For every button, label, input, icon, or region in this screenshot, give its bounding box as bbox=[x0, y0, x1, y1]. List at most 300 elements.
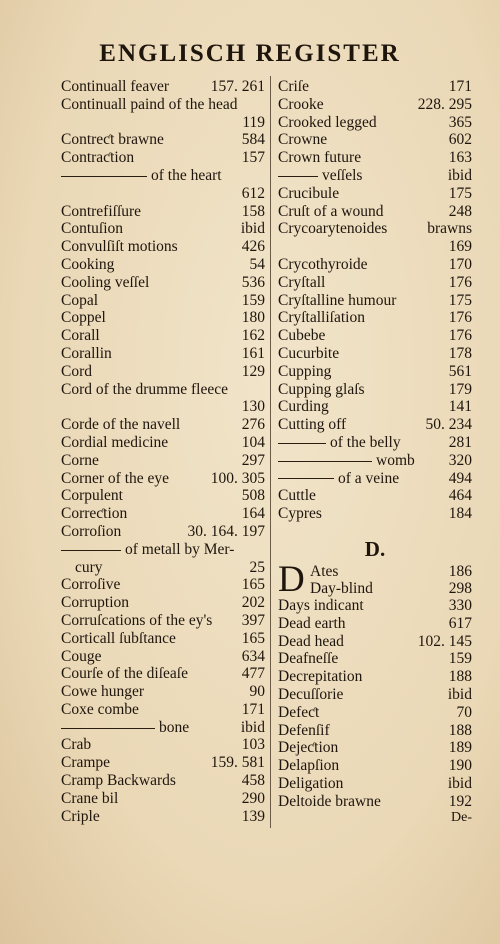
entry-page: 202 bbox=[241, 594, 265, 612]
entry-page: 561 bbox=[448, 362, 472, 380]
entry-text: Correƈtion bbox=[61, 505, 128, 523]
entry-page: 170 bbox=[448, 255, 472, 273]
entry-page: 70 bbox=[456, 703, 472, 721]
entry-term bbox=[61, 523, 121, 541]
entry-page: 129 bbox=[241, 362, 265, 380]
entry-page: 184 bbox=[448, 505, 472, 523]
entry-page: 176 bbox=[448, 309, 472, 327]
entry-term bbox=[278, 686, 343, 704]
entry-text: Crampe bbox=[61, 754, 111, 772]
entry-term bbox=[278, 149, 361, 167]
index-entry bbox=[61, 274, 265, 292]
entry-text: Cord bbox=[61, 362, 92, 380]
entry-term bbox=[278, 309, 365, 327]
entry-term bbox=[61, 203, 141, 221]
index-entry bbox=[278, 470, 472, 488]
entry-page: 104 bbox=[241, 433, 265, 451]
index-entry bbox=[61, 505, 265, 523]
entry-text: Crane bil bbox=[61, 789, 119, 807]
entry-term bbox=[61, 612, 212, 630]
entry-text: Decrepitation bbox=[278, 668, 363, 686]
entry-term bbox=[61, 78, 169, 96]
entry-page: 186 bbox=[448, 562, 472, 580]
entry-text: Corruſcations of the ey's bbox=[61, 611, 213, 629]
entry-page: ibid bbox=[240, 718, 265, 736]
entry-text: Cryſtalline humour bbox=[278, 291, 397, 309]
entry-page: 175 bbox=[448, 291, 472, 309]
entry-text: Defenſif bbox=[278, 721, 330, 739]
entry-term bbox=[75, 559, 103, 577]
entry-page: 477 bbox=[241, 665, 265, 683]
entry-term bbox=[278, 597, 364, 615]
entry-page: 634 bbox=[241, 647, 265, 665]
entry-term bbox=[278, 131, 327, 149]
index-entry bbox=[61, 309, 265, 327]
entry-text: Couge bbox=[61, 647, 102, 665]
index-entry bbox=[278, 739, 472, 757]
index-entry bbox=[278, 78, 472, 96]
entry-text: Convulſiſt motions bbox=[61, 238, 178, 256]
entry-term bbox=[61, 648, 101, 666]
entry-page: ibid bbox=[447, 774, 472, 792]
index-entry bbox=[278, 398, 472, 416]
entry-text: Corne bbox=[61, 451, 99, 469]
entry-text: Corroſion bbox=[61, 522, 122, 540]
entry-text: Corruption bbox=[61, 594, 130, 612]
left-column bbox=[61, 78, 265, 825]
entry-text: Cucurbite bbox=[278, 344, 340, 362]
entry-term bbox=[61, 701, 139, 719]
entry-term bbox=[278, 487, 316, 505]
index-entry bbox=[278, 131, 472, 149]
index-entry bbox=[61, 78, 265, 96]
entry-text: Cord of the drumme fleece bbox=[61, 380, 228, 398]
entry-page: 281 bbox=[448, 433, 472, 451]
ditto-dash bbox=[278, 176, 318, 177]
index-entry bbox=[61, 648, 265, 666]
entry-text: Cubebe bbox=[278, 327, 326, 345]
entry-term bbox=[61, 149, 134, 167]
entry-text: Coxe combe bbox=[61, 700, 139, 718]
entry-term bbox=[278, 96, 324, 114]
entry-term bbox=[61, 256, 114, 274]
entry-term bbox=[278, 274, 325, 292]
index-entry bbox=[278, 220, 472, 238]
index-entry bbox=[278, 203, 472, 221]
index-entry bbox=[278, 597, 472, 615]
entry-term bbox=[278, 327, 325, 345]
entry-page: 157 bbox=[241, 149, 265, 167]
entry-text: Deltoide brawne bbox=[278, 792, 381, 810]
entry-page: 617 bbox=[448, 614, 472, 632]
entry-text: Cupping glaſs bbox=[278, 380, 365, 398]
entry-page: 248 bbox=[448, 202, 472, 220]
column-divider bbox=[270, 76, 271, 828]
entry-text: of the heart bbox=[151, 166, 222, 184]
index-entry bbox=[61, 701, 265, 719]
entry-page: ibid bbox=[447, 685, 472, 703]
entry-text: Crooked legged bbox=[278, 113, 377, 131]
ditto-dash bbox=[278, 461, 372, 462]
index-entry bbox=[278, 381, 472, 399]
entry-text: bone bbox=[159, 718, 190, 736]
entry-term bbox=[278, 416, 346, 434]
entry-text: Corallin bbox=[61, 344, 112, 362]
entry-page: 297 bbox=[241, 451, 265, 469]
index-entry bbox=[61, 114, 265, 132]
index-entry bbox=[278, 416, 472, 434]
index-entry bbox=[61, 665, 265, 683]
right-c-entries bbox=[278, 78, 472, 523]
entry-text: Cowe hunger bbox=[61, 683, 145, 701]
entry-term: Ates bbox=[310, 562, 339, 580]
entry-text: womb bbox=[376, 451, 415, 469]
index-entry bbox=[61, 612, 265, 630]
entry-text: of metall by Mer- bbox=[125, 540, 235, 558]
entry-page: 298 bbox=[448, 579, 472, 597]
entry-term bbox=[61, 381, 228, 399]
entry-term bbox=[61, 683, 144, 701]
entry-text: Crooke bbox=[278, 95, 324, 113]
index-entry bbox=[61, 398, 265, 416]
index-entry bbox=[61, 719, 265, 737]
entry-text: Cuttle bbox=[278, 487, 316, 505]
entry-text: Defeƈt bbox=[278, 703, 320, 721]
entry-term bbox=[61, 772, 176, 790]
index-entry bbox=[278, 686, 472, 704]
entry-page: 162 bbox=[241, 327, 265, 345]
entry-text: Contuſion bbox=[61, 220, 124, 238]
entry-page: 180 bbox=[241, 309, 265, 327]
entry-text: Copal bbox=[61, 291, 99, 309]
entry-term bbox=[278, 434, 401, 452]
entry-page: 536 bbox=[241, 273, 265, 291]
entry-page: 494 bbox=[448, 469, 472, 487]
entry-page: ibid bbox=[447, 166, 472, 184]
entry-text: Continuall feaver bbox=[61, 78, 170, 95]
index-entry bbox=[61, 256, 265, 274]
entry-text: Continuall paind of the head bbox=[61, 95, 238, 113]
index-entry bbox=[278, 793, 472, 811]
entry-term bbox=[61, 327, 100, 345]
entry-page: 179 bbox=[448, 380, 472, 398]
index-entry bbox=[278, 345, 472, 363]
entry-page: 330 bbox=[448, 596, 472, 614]
index-entry bbox=[278, 256, 472, 274]
index-entry bbox=[61, 238, 265, 256]
entry-term bbox=[278, 704, 319, 722]
index-entry bbox=[61, 630, 265, 648]
entry-term bbox=[61, 131, 164, 149]
index-entry bbox=[61, 96, 265, 114]
entry-text: Criſe bbox=[278, 78, 309, 95]
entry-term: Day-blind bbox=[310, 579, 373, 597]
entry-text: Crycoarytenoides bbox=[278, 220, 388, 238]
entry-term bbox=[61, 630, 176, 648]
index-entry bbox=[278, 668, 472, 686]
entry-term bbox=[61, 736, 91, 754]
entry-term bbox=[278, 167, 362, 185]
entry-term bbox=[278, 650, 338, 668]
index-entry bbox=[61, 523, 265, 541]
entry-text: Corall bbox=[61, 327, 100, 345]
index-entry bbox=[278, 434, 472, 452]
entry-text: Dejeƈtion bbox=[278, 739, 339, 757]
index-entry bbox=[278, 650, 472, 668]
entry-text: Cordial medicine bbox=[61, 433, 169, 451]
entry-text: Crowne bbox=[278, 131, 328, 149]
entry-page: 165 bbox=[241, 576, 265, 594]
entry-text: Crab bbox=[61, 736, 92, 754]
index-entry bbox=[278, 309, 472, 327]
entry-term bbox=[278, 220, 387, 238]
entry-term bbox=[61, 452, 99, 470]
index-entry bbox=[61, 292, 265, 310]
entry-page: 175 bbox=[448, 184, 472, 202]
index-entry bbox=[61, 470, 265, 488]
entry-term bbox=[61, 470, 169, 488]
entry-term bbox=[61, 309, 106, 327]
entry-text: Contreƈt brawne bbox=[61, 131, 164, 149]
entry-text: Deafneſſe bbox=[278, 650, 339, 668]
index-entry bbox=[61, 381, 265, 399]
index-entry bbox=[61, 203, 265, 221]
index-entry bbox=[61, 790, 265, 808]
entry-text: Contraƈtion bbox=[61, 149, 135, 167]
entry-term bbox=[61, 541, 234, 559]
entry-page: 464 bbox=[448, 487, 472, 505]
index-entry bbox=[61, 452, 265, 470]
entry-text: Deligation bbox=[278, 774, 344, 792]
entry-page: 426 bbox=[241, 238, 265, 256]
entry-text: Crucibule bbox=[278, 184, 340, 202]
entry-text: Corde of the navell bbox=[61, 416, 181, 434]
index-entry bbox=[278, 505, 472, 523]
entry-text: Cooking bbox=[61, 255, 115, 273]
index-entry bbox=[278, 487, 472, 505]
catchword: De- bbox=[451, 810, 472, 826]
right-column bbox=[278, 78, 472, 830]
entry-text: Days indicant bbox=[278, 596, 364, 614]
index-entry bbox=[278, 292, 472, 310]
index-entry bbox=[278, 327, 472, 345]
ditto-dash bbox=[61, 728, 155, 729]
index-entry bbox=[61, 327, 265, 345]
entry-text: Cramp Backwards bbox=[61, 772, 176, 790]
ditto-dash bbox=[278, 443, 326, 444]
entry-text: Dead earth bbox=[278, 614, 346, 632]
entry-page: 397 bbox=[241, 611, 265, 629]
entry-page: 602 bbox=[448, 131, 472, 149]
entry-term bbox=[278, 256, 368, 274]
index-entry bbox=[278, 722, 472, 740]
entry-term bbox=[61, 292, 98, 310]
entry-page: 159 bbox=[241, 291, 265, 309]
entry-page: 25 bbox=[249, 558, 265, 576]
entry-page: 228. 295 bbox=[417, 95, 472, 113]
index-entry bbox=[61, 541, 265, 559]
entry-text: veſſels bbox=[322, 166, 363, 184]
entry-term bbox=[278, 345, 339, 363]
entry-text: Corroſive bbox=[61, 576, 121, 594]
index-entry bbox=[61, 683, 265, 701]
entry-page: 164 bbox=[241, 505, 265, 523]
entry-page: 458 bbox=[241, 772, 265, 790]
entry-page: 290 bbox=[241, 789, 265, 807]
entry-term bbox=[278, 203, 383, 221]
entry-text: of a veine bbox=[338, 469, 400, 487]
index-entry bbox=[61, 754, 265, 772]
entry-text: Corner of the eye bbox=[61, 469, 170, 487]
entry-page: 171 bbox=[448, 78, 472, 95]
index-entry bbox=[61, 363, 265, 381]
entry-term bbox=[278, 78, 309, 96]
entry-page: 158 bbox=[241, 202, 265, 220]
entry-term bbox=[61, 576, 120, 594]
entry-page: 165 bbox=[241, 629, 265, 647]
entry-term bbox=[61, 434, 168, 452]
entry-text: Coppel bbox=[61, 309, 106, 327]
entry-term bbox=[278, 185, 339, 203]
index-entry bbox=[61, 131, 265, 149]
entry-page: 320 bbox=[448, 451, 472, 469]
index-entry bbox=[61, 576, 265, 594]
right-d-entries bbox=[278, 597, 472, 811]
entry-text: Cypres bbox=[278, 505, 322, 523]
entry-text: of the belly bbox=[330, 433, 401, 451]
entry-term bbox=[61, 274, 149, 292]
entry-page: 190 bbox=[448, 757, 472, 775]
entry-page: brawns bbox=[427, 220, 472, 238]
index-entry bbox=[278, 185, 472, 203]
entry-text: Corpulent bbox=[61, 487, 123, 505]
entry-page: 176 bbox=[448, 327, 472, 345]
index-entry bbox=[61, 808, 265, 826]
entry-text: Contrefiſſure bbox=[61, 202, 142, 220]
entry-text: Curding bbox=[278, 398, 329, 416]
index-entry bbox=[278, 238, 472, 256]
entry-text: Cutting off bbox=[278, 416, 347, 434]
entry-term bbox=[61, 363, 92, 381]
entry-page: 508 bbox=[241, 487, 265, 505]
index-entry bbox=[278, 167, 472, 185]
entry-page: 159. 581 bbox=[210, 754, 265, 772]
entry-page: 103 bbox=[241, 736, 265, 754]
entry-term bbox=[278, 470, 399, 488]
entry-page: 178 bbox=[448, 344, 472, 362]
entry-term bbox=[61, 594, 129, 612]
entry-page: 612 bbox=[241, 184, 265, 202]
index-entry bbox=[61, 345, 265, 363]
index-entry bbox=[278, 775, 472, 793]
ditto-dash bbox=[61, 176, 147, 177]
entry-term bbox=[278, 114, 377, 132]
entry-page: 584 bbox=[241, 131, 265, 149]
entry-term bbox=[61, 416, 180, 434]
entry-page: 119 bbox=[242, 113, 265, 131]
entry-text: Decuſſorie bbox=[278, 685, 344, 703]
entry-text: Courſe of the diſeaſe bbox=[61, 665, 188, 683]
index-entry bbox=[278, 149, 472, 167]
entry-text: Cryſtalliſation bbox=[278, 309, 365, 327]
entry-text: Cruſt of a wound bbox=[278, 202, 384, 220]
entry-text: Cooling veſſel bbox=[61, 273, 150, 291]
index-entry bbox=[61, 736, 265, 754]
index-entry bbox=[278, 363, 472, 381]
entry-term bbox=[61, 808, 100, 826]
page-header: ENGLISCH REGISTER bbox=[99, 40, 401, 67]
entry-term bbox=[278, 381, 365, 399]
index-entry bbox=[278, 704, 472, 722]
entry-page: 365 bbox=[448, 113, 472, 131]
entry-term bbox=[278, 633, 344, 651]
entry-page: ibid bbox=[240, 220, 265, 238]
entry-page: 90 bbox=[249, 683, 265, 701]
entry-page: 276 bbox=[241, 416, 265, 434]
index-entry bbox=[61, 594, 265, 612]
entry-page: 130 bbox=[241, 398, 265, 416]
dropcap-entry bbox=[278, 558, 472, 600]
entry-term bbox=[61, 220, 123, 238]
entry-text: Criple bbox=[61, 807, 100, 825]
entry-page: 161 bbox=[241, 344, 265, 362]
entry-page: 163 bbox=[448, 149, 472, 167]
entry-page: 169 bbox=[448, 238, 472, 256]
entry-page: 50. 234 bbox=[425, 416, 472, 434]
index-entry bbox=[278, 452, 472, 470]
entry-page: 176 bbox=[448, 273, 472, 291]
index-entry bbox=[61, 220, 265, 238]
entry-page: 139 bbox=[241, 807, 265, 825]
entry-term bbox=[61, 167, 222, 185]
section-letter-d: D. bbox=[364, 536, 386, 561]
entry-term bbox=[278, 722, 330, 740]
entry-page: 189 bbox=[448, 739, 472, 757]
index-entry bbox=[61, 434, 265, 452]
entry-term bbox=[278, 757, 339, 775]
entry-page: 102. 145 bbox=[417, 632, 472, 650]
entry-page: 141 bbox=[448, 398, 472, 416]
entry-term bbox=[61, 345, 112, 363]
entry-text: Crown future bbox=[278, 149, 362, 167]
index-entry bbox=[61, 416, 265, 434]
index-entry bbox=[278, 757, 472, 775]
entry-page: 100. 305 bbox=[210, 469, 265, 487]
entry-page: 171 bbox=[241, 700, 265, 718]
entry-term bbox=[278, 363, 331, 381]
entry-page: 192 bbox=[448, 792, 472, 810]
entry-term bbox=[278, 398, 329, 416]
entry-text: Delapſion bbox=[278, 757, 340, 775]
entry-text: cury bbox=[75, 558, 103, 576]
entry-page: 157. 261 bbox=[210, 78, 265, 95]
entry-term bbox=[61, 665, 188, 683]
entry-term bbox=[278, 292, 396, 310]
entry-term bbox=[278, 452, 415, 470]
index-entry bbox=[61, 487, 265, 505]
dropcap-letter: D bbox=[278, 558, 305, 600]
entry-term bbox=[278, 775, 343, 793]
entry-term bbox=[61, 505, 127, 523]
entry-text: Dead head bbox=[278, 632, 344, 650]
ditto-dash bbox=[278, 478, 334, 479]
entry-term bbox=[278, 739, 338, 757]
index-entry bbox=[278, 114, 472, 132]
entry-page: 188 bbox=[448, 668, 472, 686]
index-entry bbox=[61, 772, 265, 790]
entry-page: 188 bbox=[448, 721, 472, 739]
entry-term bbox=[61, 487, 123, 505]
